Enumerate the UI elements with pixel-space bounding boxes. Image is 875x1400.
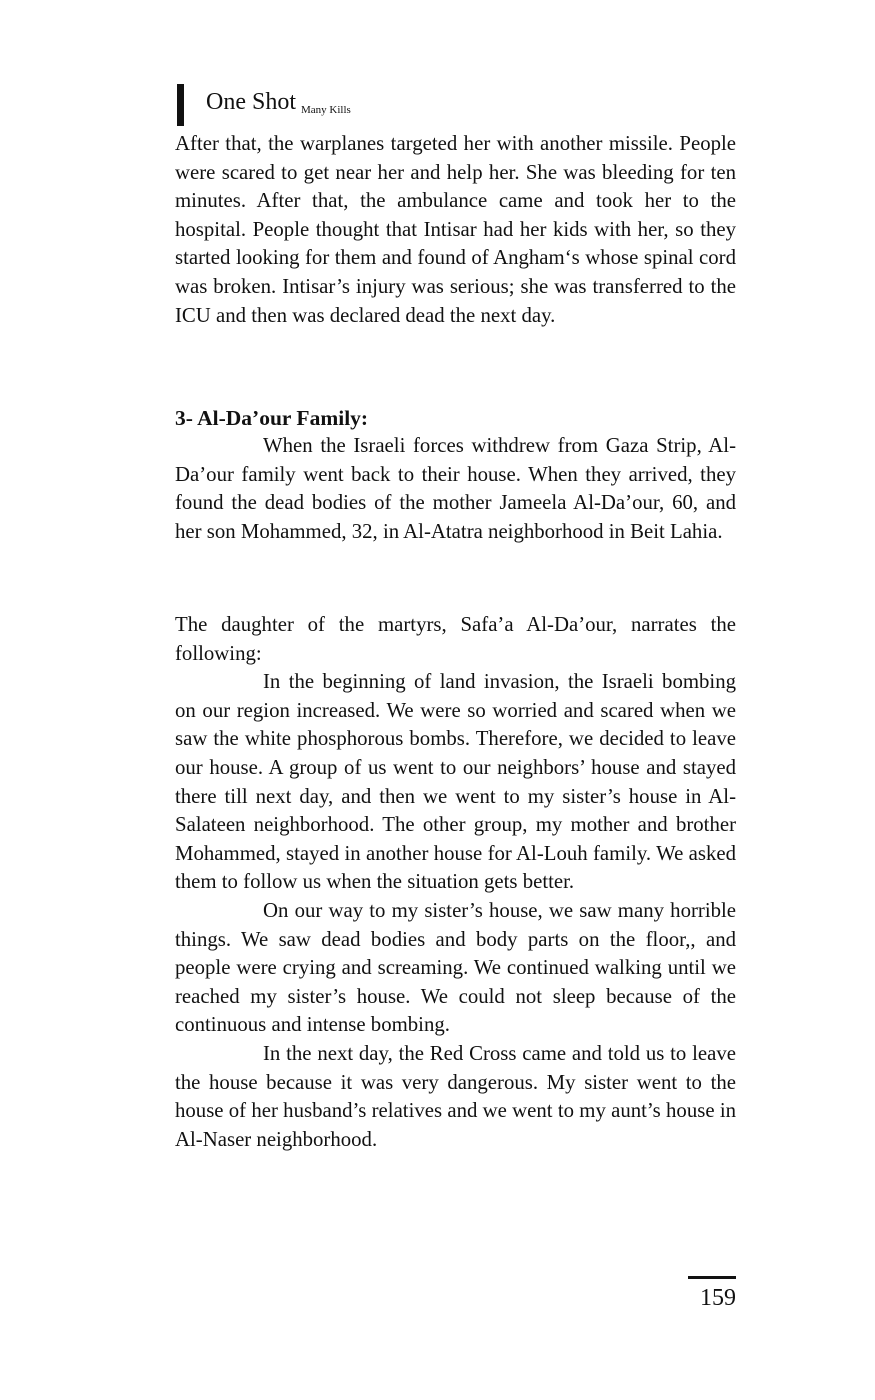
text-block-top <box>175 130 736 330</box>
text-block-section-intro <box>175 432 736 546</box>
running-header <box>177 78 351 126</box>
page-number: 159 <box>700 1285 736 1311</box>
paragraph: In the beginning of land invasion, the Israeli bombing on our region increased. We were so worried and scared when we saw the white phosphorous bombs. Therefore, we decided to leave our house. A group of us went to our neighbors’ house and stayed there till next day, and then we went to my sister’s house in Al-Salateen neighborhood. The other group, my mother and brother Mohammed, stayed in another house for Al-Louh family. We asked them to follow us when the situation gets better. <box>175 670 736 894</box>
book-subtitle: Many Kills <box>301 104 351 116</box>
paragraph: When the Israeli forces withdrew from Gaza Strip, Al-Da’our family went back to their house. When they arrived, they found the dead bodies of the mother Jameela Al-Da’our, 60, and her son Mohammed, 32, in Al-Atatra neighborhood in Beit Lahia. <box>175 434 736 543</box>
section-heading: 3- Al-Da’our Family: <box>175 406 369 430</box>
text-block-narration <box>175 611 736 1154</box>
paragraph: In the next day, the Red Cross came and told us to leave the house because it was very dangerous. My sister went to the house of her husband’s relatives and we went to my aunt’s house in Al-Naser neighborhood. <box>175 1041 736 1151</box>
paragraph: On our way to my sister’s house, we saw many horrible things. We saw dead bodies and body parts on the floor,, and people were crying and screaming. We continued walking until we reached my sister’s house. We could not sleep because of the continuous and intense bombing. <box>175 898 736 1037</box>
footer-rule <box>688 1276 736 1279</box>
paragraph: The daughter of the martyrs, Safa’a Al-Da’our, narrates the following: <box>175 613 736 665</box>
paragraph: After that, the warplanes targeted her with another missile. People were scared to get near her and help her. She was bleeding for ten minutes. After that, the ambulance came and took her to the hospital. People thought that Intisar had her kids with her, so they started looking for them and found of Angham‘s whose spinal cord was broken. Intisar’s injury was serious; she was transferred to the ICU and then was declared dead the next day. <box>175 132 736 327</box>
header-rule <box>177 84 184 126</box>
book-title: One Shot <box>206 89 296 115</box>
